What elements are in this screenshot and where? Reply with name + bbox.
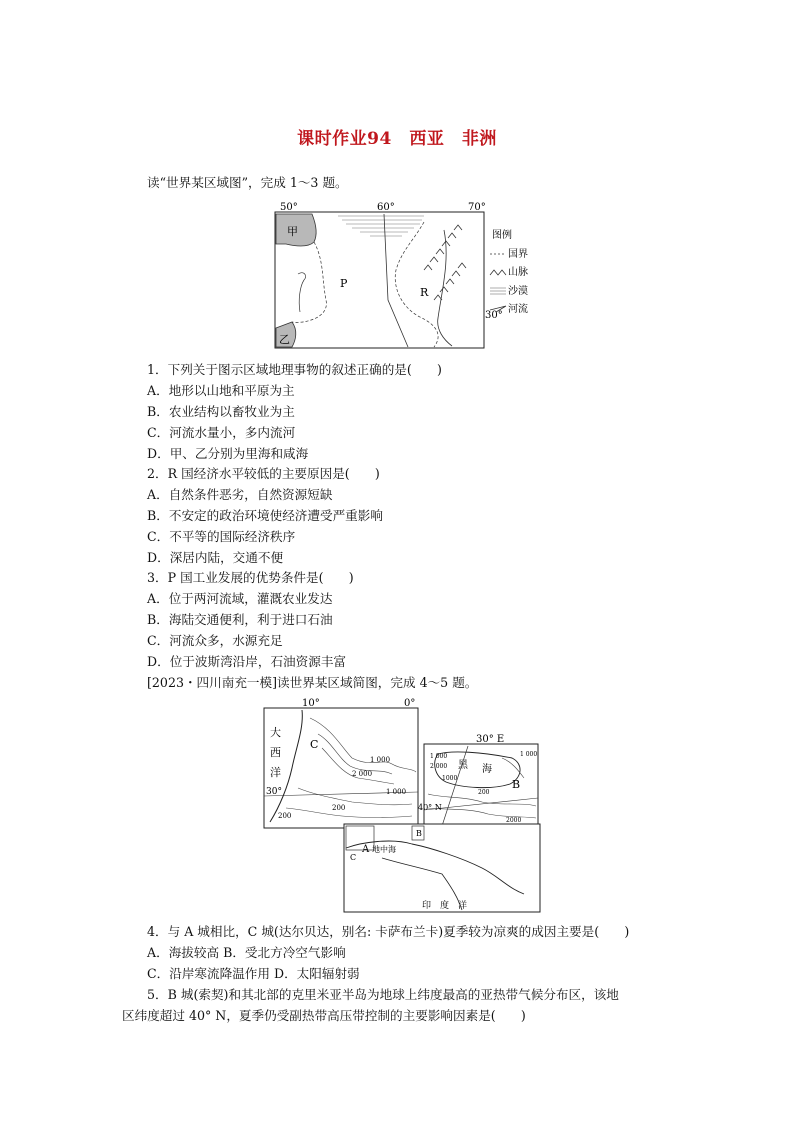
right-contour-label-5: 200: [478, 789, 490, 796]
question-3-option-a: A．位于两河流域，灌溉农业发达: [147, 591, 333, 606]
world-region-map-2: [262, 698, 542, 916]
bottom-city-a: A: [362, 844, 370, 855]
right-city-b: B: [512, 778, 521, 791]
right-contour-label-3: 1000: [442, 775, 458, 782]
right-lat-40n: 40° N: [418, 803, 442, 812]
map1-lon-60: 60°: [377, 202, 395, 213]
question-2-stem: 2．R 国经济水平较低的主要原因是( ): [147, 466, 380, 481]
question-3-option-c: C．河流众多，水源充足: [147, 633, 283, 648]
question-1-stem: 1．下列关于图示区域地理事物的叙述正确的是( ): [147, 362, 442, 377]
question-1-option-a: A．地形以山地和平原为主: [147, 383, 295, 398]
question-2-option-d: D．深居内陆，交通不便: [147, 550, 284, 565]
black-sea-char-2: 海: [482, 764, 492, 775]
region-label-jia: 甲: [287, 225, 298, 238]
left-lon-0: 0°: [404, 698, 416, 709]
intro-text-q4-5: [2023・四川南充一模]读世界某区域简图，完成 4～5 题。: [147, 675, 478, 690]
bottom-panel-frame: [344, 824, 540, 912]
page-title: 课时作业94 西亚 非洲: [297, 129, 497, 149]
left-lat-30: 30°: [266, 787, 282, 797]
mediterranean-label: 地中海: [372, 845, 396, 854]
map1-lon-50: 50°: [280, 202, 298, 213]
left-contour-label-5: 1 000: [386, 788, 407, 796]
left-lon-10: 10°: [302, 698, 320, 709]
left-city-c: C: [310, 738, 319, 751]
legend-item-mountain: 山脉: [508, 267, 528, 278]
question-1-option-b: B．农业结构以畜牧业为主: [147, 404, 295, 419]
legend-item-river: 河流: [508, 304, 528, 315]
legend-mountain-icon: [490, 270, 506, 275]
ocean-char-3: 洋: [270, 766, 281, 779]
question-3-stem: 3．P 国工业发展的优势条件是( ): [147, 570, 354, 585]
question-4-options-row-1: A．海拔较高 B．受北方冷空气影响: [147, 945, 346, 960]
bottom-label-b: B: [416, 829, 422, 838]
region-label-r: R: [420, 286, 429, 299]
intro-text-q1-3: 读“世界某区域图”，完成 1～3 题。: [147, 175, 348, 190]
bottom-label-c: C: [350, 853, 357, 862]
right-contour-label-2: 2 000: [430, 763, 448, 770]
legend-desert-icon: [490, 288, 506, 294]
legend-item-border: 国界: [508, 249, 528, 260]
question-2-option-b: B．不安定的政治环境使经济遭受严重影响: [147, 508, 383, 523]
left-contour-label-3: 200: [332, 804, 346, 812]
left-contour-label-1: 1 000: [370, 756, 391, 764]
indian-ocean-label: 印 度 洋: [422, 901, 468, 911]
question-3-option-b: B．海陆交通便利，利于进口石油: [147, 612, 333, 627]
legend-item-desert: 沙漠: [508, 286, 528, 297]
right-contour-label-1: 1 000: [430, 753, 448, 760]
question-5-line-2: 区纬度超过 40° N，夏季仍受副热带高压带控制的主要影响因素是( ): [122, 1008, 526, 1023]
world-region-map-1: [274, 200, 528, 350]
question-4-stem: 4．与 A 城相比，C 城(达尔贝达，别名: 卡萨布兰卡)夏季较为凉爽的成因主要是( ): [147, 924, 630, 939]
map1-lon-70: 70°: [468, 202, 486, 213]
question-1-option-d: D．甲、乙分别为里海和咸海: [147, 446, 309, 461]
right-contour-label-6: 2000: [506, 817, 522, 824]
right-lon-30e: 30° E: [476, 734, 505, 745]
map1-lat-30: 30°: [485, 310, 503, 321]
region-label-yi: 乙: [279, 333, 290, 346]
ocean-char-2: 西: [270, 746, 281, 759]
question-5-line-1: 5．B 城(索契)和其北部的克里米亚半岛为地球上纬度最高的亚热带气候分布区，该地: [147, 987, 619, 1002]
right-contour-label-4: 1 000: [520, 751, 538, 758]
left-contour-label-4: 200: [278, 812, 292, 820]
question-4-options-row-2: C．沿岸寒流降温作用 D．太阳辐射弱: [147, 966, 360, 981]
question-3-option-d: D．位于波斯湾沿岸，石油资源丰富: [147, 654, 347, 669]
question-2-option-a: A．自然条件恶劣，自然资源短缺: [147, 487, 333, 502]
black-sea-char-1: 黑: [458, 760, 468, 771]
ocean-char-1: 大: [270, 726, 281, 739]
region-label-p: P: [340, 277, 348, 290]
question-2-option-c: C．不平等的国际经济秩序: [147, 529, 296, 544]
left-contour-label-2: 2 000: [352, 770, 373, 778]
question-1-option-c: C．河流水量小，多内流河: [147, 425, 296, 440]
legend-title: 图例: [492, 230, 512, 241]
